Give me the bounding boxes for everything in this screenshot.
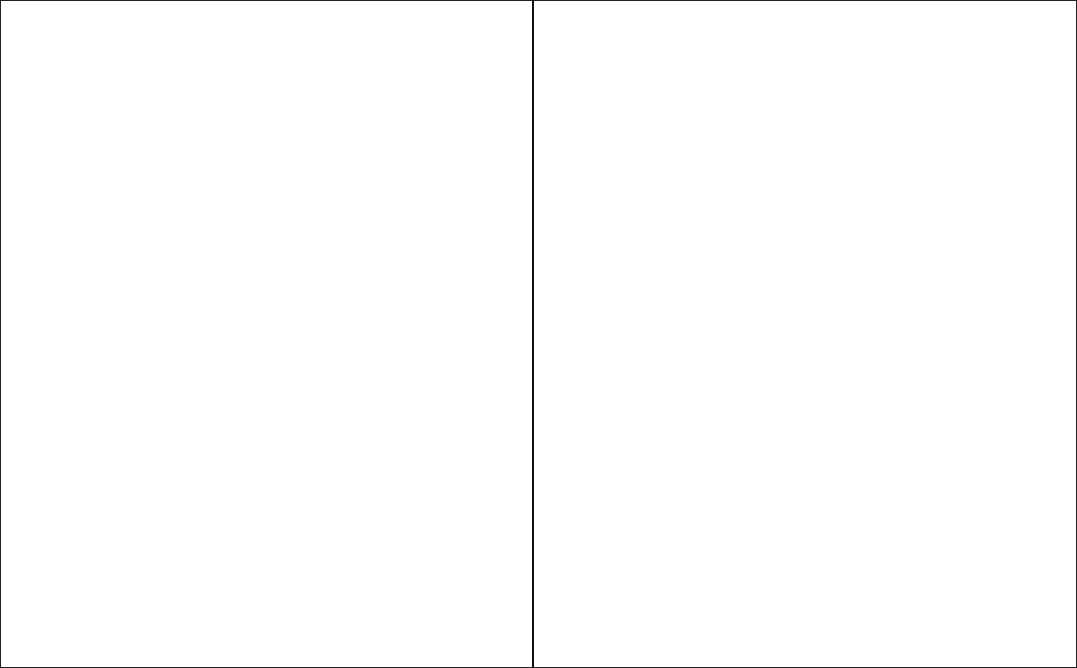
column-divider (532, 0, 534, 668)
